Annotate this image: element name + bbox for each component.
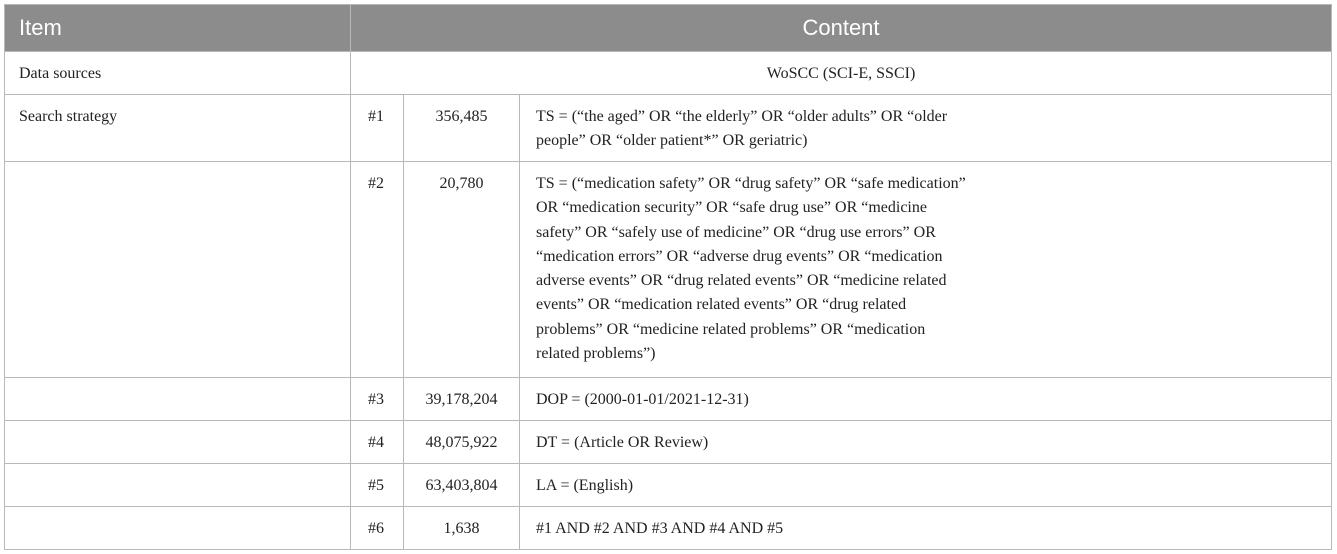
search-row-id: #3 — [351, 378, 404, 421]
search-row-id: #5 — [351, 464, 404, 507]
search-row-count: 356,485 — [404, 95, 520, 162]
search-row-query — [520, 162, 1332, 378]
search-row — [5, 378, 1332, 421]
search-row-count: 20,780 — [404, 162, 520, 378]
query-line: OR “medication security” OR “safe drug use” OR “medicine — [536, 199, 927, 217]
search-row — [5, 95, 1332, 162]
query-line: “medication errors” OR “adverse drug events” OR “medication — [536, 247, 943, 265]
query-line: DOP = (2000-01-01/2021-12-31) — [536, 391, 749, 408]
search-row-query — [520, 95, 1332, 162]
query-line: related problems”) — [536, 345, 656, 363]
query-line: adverse events” OR “drug related events” OR “medicine related — [536, 272, 947, 290]
item-cell-empty — [5, 378, 351, 421]
search-row-id: #4 — [351, 421, 404, 464]
search-strategy-table — [4, 4, 1332, 550]
search-row-id: #6 — [351, 507, 404, 550]
query-line: #1 AND #2 AND #3 AND #4 AND #5 — [536, 520, 784, 537]
search-row-count: 39,178,204 — [404, 378, 520, 421]
query-line: LA = (English) — [536, 477, 634, 494]
search-row-query — [520, 378, 1332, 421]
item-cell-empty — [5, 464, 351, 507]
query-line: TS = (“medication safety” OR “drug safety” OR “safe medication” — [536, 175, 966, 192]
search-row — [5, 162, 1332, 378]
search-row-id: #1 — [351, 95, 404, 162]
query-line: people” OR “older patient*” OR geriatric) — [536, 132, 808, 150]
query-line: DT = (Article OR Review) — [536, 434, 709, 451]
query-line: TS = (“the aged” OR “the elderly” OR “older adults” OR “older — [536, 108, 948, 125]
data-sources-value: WoSCC (SCI-E, SSCI) — [351, 52, 1332, 95]
search-row-count: 48,075,922 — [404, 421, 520, 464]
query-line: problems” OR “medicine related problems” OR “medication — [536, 320, 926, 338]
search-row-query — [520, 507, 1332, 550]
item-cell-empty — [5, 421, 351, 464]
search-row-id: #2 — [351, 162, 404, 378]
search-row-query — [520, 421, 1332, 464]
search-row-count: 63,403,804 — [404, 464, 520, 507]
search-row-count: 1,638 — [404, 507, 520, 550]
search-row — [5, 421, 1332, 464]
column-header-content: Content — [351, 5, 1332, 52]
query-line: safety” OR “safely use of medicine” OR “drug use errors” OR — [536, 223, 936, 241]
column-header-item: Item — [5, 5, 351, 52]
data-sources-label: Data sources — [5, 52, 351, 95]
data-sources-row — [5, 52, 1332, 95]
query-line: events” OR “medication related events” OR “drug related — [536, 296, 907, 314]
search-row — [5, 464, 1332, 507]
header-row — [5, 5, 1332, 52]
search-strategy-label: Search strategy — [5, 95, 351, 162]
item-cell-empty — [5, 162, 351, 378]
search-row-query — [520, 464, 1332, 507]
search-row — [5, 507, 1332, 550]
item-cell-empty — [5, 507, 351, 550]
